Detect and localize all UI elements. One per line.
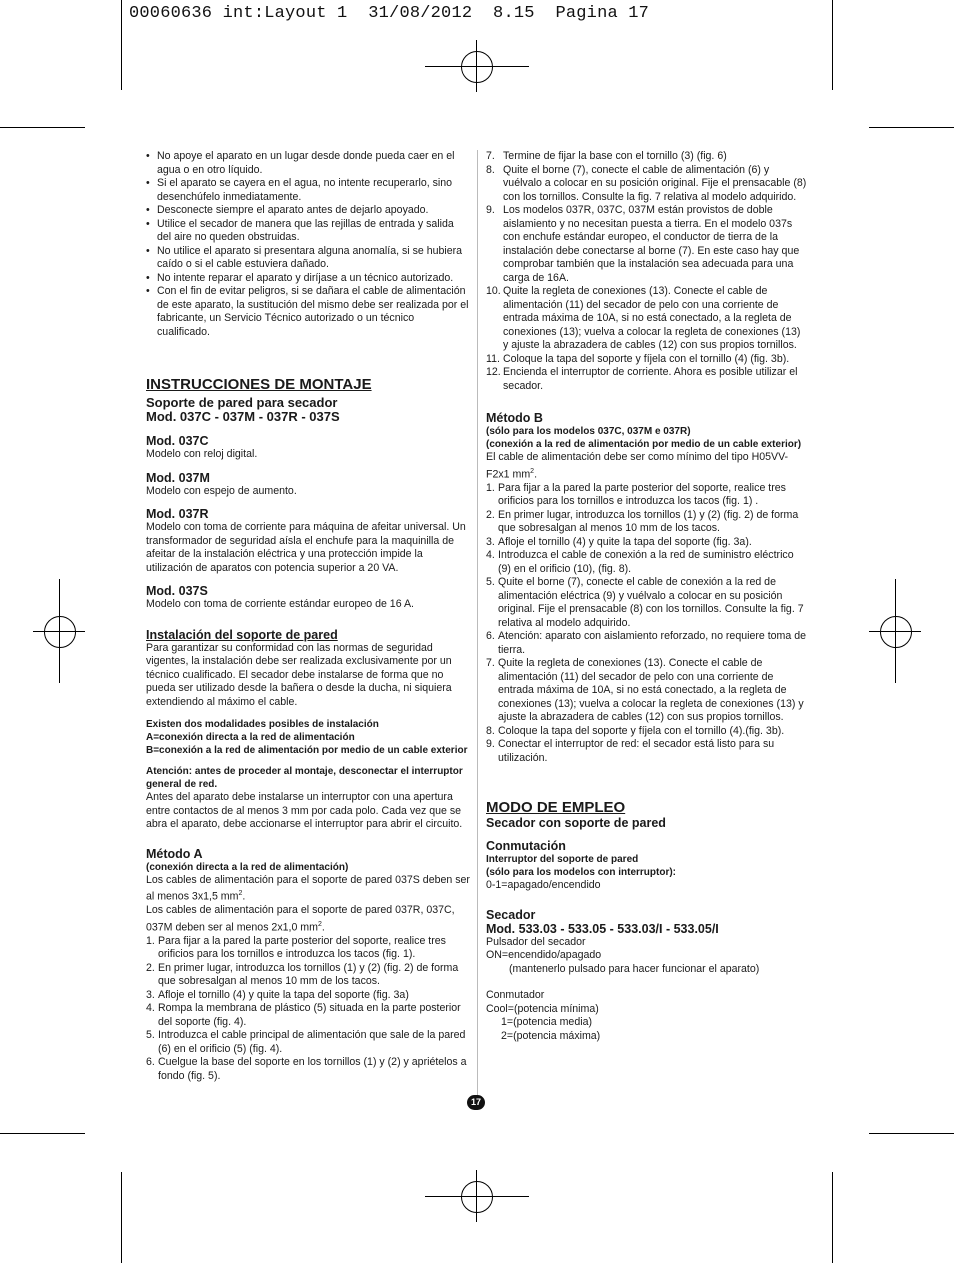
- step-number: 8.: [486, 163, 495, 176]
- step-text: Para fijar a la pared la parte posterior del soporte, realice tres orificios para los tornillos e introduzca los tacos (fig. 1) .: [498, 481, 786, 508]
- step-text: Afloje el tornillo (4) y quite la tapa del soporte (fig. 3a): [158, 988, 409, 1001]
- step-number: 9.: [486, 204, 495, 216]
- montaje-heading: INSTRUCCIONES DE MONTAJE: [146, 376, 372, 393]
- numbered-step: [486, 630, 808, 657]
- step-text: Quite la regleta de conexiones (13). Conecte el cable de alimentación (11) del secador de pelo con una corriente de entrada máxima de 10A, si no está conectado, a la regleta de conexiones (13); vuelva a colocar la regleta de conexiones (13) y ajuste la abrazadera de cables (12) con sus propios tornillos.: [503, 285, 801, 351]
- mod-037c-text: Modelo con reloj digital.: [146, 448, 258, 460]
- step-text: Atención: aparato con aislamiento reforzado, no requiere toma de tierra.: [498, 630, 806, 656]
- step-number: 6.: [486, 630, 495, 643]
- step-text: Afloje el tornillo (4) y quite la tapa del soporte (fig. 3a).: [498, 535, 752, 548]
- metodo-a-subtitle: (conexión directa a la red de alimentación): [146, 861, 349, 873]
- step-text: Quite el borne (7), conecte el cable de alimentación (6) y vuélvalo a colocar en su posición original. Fije el prensacable (8) con los tornillos. Consulte la fig. 7 relativa al modelo adquirido.: [503, 163, 807, 203]
- bullet-item: • Si el aparato se cayera en el agua, no intente recuperarlo, sino desenchúfelo inmediatamente.: [146, 177, 470, 204]
- bullet-item: • No apoye el aparato en un lugar desde donde pueda caer en el agua o en otro líquido.: [146, 150, 470, 177]
- step-number: 1.: [486, 481, 495, 494]
- instalacion-text: Para garantizar su conformidad con las normas de seguridad vigentes, la instalación debe ser realizada exclusivamente por un técnico cualificado. El secador debe instalarse de forma que no pueda ser utilizado desde la bañera o desde la ducha, ni siquiera extendiendo al máximo el cable.: [146, 641, 452, 708]
- secador-models: Mod. 533.03 - 533.05 - 533.03/I - 533.05/I: [486, 921, 719, 936]
- step-number: 1.: [146, 934, 155, 947]
- numbered-step: [146, 989, 470, 1003]
- step-number: 11.: [486, 352, 500, 365]
- numbered-step: [486, 725, 808, 739]
- modalidad-b: B=conexión a la red de alimentación por medio de un cable exterior: [146, 745, 468, 756]
- numbered-step: [486, 285, 808, 353]
- atencion-text: Antes del aparato debe instalarse un interruptor con una apertura entre contactos de al menos 3 mm por cada polo. Cada vez que se abra el aparato, debe accionarse el interruptor para abrir el circuito.: [146, 791, 463, 830]
- instalacion-heading: Instalación del soporte de pared: [146, 627, 338, 642]
- crop-mark: [121, 1172, 122, 1263]
- step-number: 12.: [486, 366, 501, 378]
- crop-mark: [869, 127, 954, 128]
- step-number: 6.: [146, 1056, 155, 1069]
- step-number: 5.: [146, 1029, 155, 1042]
- metodo-a-cable-037s: Los cables de alimentación para el soporte de pared 037S deben ser al menos 3x1,5 $mm^2$.: [146, 873, 470, 903]
- right-column: [486, 150, 808, 1043]
- step-text: Conectar el interruptor de red: el secador está listo para su utilización.: [498, 738, 775, 764]
- step-number: 2.: [486, 508, 495, 521]
- numbered-step: [146, 1002, 470, 1029]
- modo-empleo-subheading: Secador con soporte de pared: [486, 816, 666, 831]
- step-text: Rompa la membrana de plástico (5) situada en la parte posterior del soporte (fig. 4).: [158, 1002, 461, 1028]
- soporte-subheading: Soporte de pared para secador: [146, 395, 338, 410]
- numbered-step: [146, 962, 470, 989]
- numbered-step: [486, 576, 808, 630]
- modalidades-line: Existen dos modalidades posibles de instalación: [146, 719, 379, 730]
- mod-037m-heading: Mod. 037M: [146, 470, 210, 485]
- step-number: 2.: [146, 961, 155, 974]
- step-number: 4.: [486, 549, 495, 562]
- mod-037m-text: Modelo con espejo de aumento.: [146, 484, 297, 497]
- step-text: Quite el borne (7), conecte el cable de conexión a la red de alimentación eléctrica (9) y vuélvalo a colocar en su posición original. Fije el prensacable (8) con los tornillos. Consulte la fig. 7 relativa al modelo adquirido.: [498, 576, 804, 629]
- soporte-models: Mod. 037C - 037M - 037R - 037S: [146, 409, 340, 424]
- modo-empleo-heading: MODO DE EMPLEO: [486, 799, 626, 817]
- uno-line: 1=(potencia media): [501, 1016, 592, 1029]
- step-number: 7.: [486, 657, 495, 670]
- step-text: En primer lugar, introduzca los tornillos (1) y (2) (fig. 2) de forma que sobresalgan al menos 10 mm de los tacos.: [498, 508, 799, 535]
- step-number: 5.: [486, 576, 495, 589]
- crop-mark: [121, 0, 122, 90]
- on-note: (mantenerlo pulsado para hacer funcionar el aparato): [509, 962, 760, 975]
- print-slug-header: 00060636 int:Layout 1 31/08/2012 8.15 Pagina 17: [129, 4, 650, 23]
- metodo-b-cable: El cable de alimentación debe ser como mínimo del tipo H05VV-F2x1 $mm^2$.: [486, 451, 789, 481]
- step-text: Introduzca el cable principal de alimentación que sale de la pared (6) en el orificio (5) (fig. 4).: [158, 1029, 466, 1055]
- step-text: Coloque la tapa del soporte y fíjela con el tornillo (4).(fig. 3b).: [498, 724, 785, 737]
- left-column: [146, 150, 470, 1083]
- mod-037s-text: Modelo con toma de corriente estándar europeo de 16 A.: [146, 598, 414, 610]
- mod-037r-text: Modelo con toma de corriente para máquina de afeitar universal. Un transformador de seguridad aísla el enchufe para la maquinilla de afeitar de la instalación eléctrica y una protección impide la utilización de aparatos con potencia superior a 20 VA.: [146, 521, 466, 574]
- crop-mark: [832, 1172, 833, 1263]
- bullet-item: • Con el fin de evitar peligros, si se dañara el cable de alimentación de este aparato, la sustitución del mismo debe ser realizada por el fabricante, un Servicio Técnico autorizado o un técnico cualificado.: [146, 285, 470, 339]
- numbered-step: [486, 482, 808, 509]
- step-number: 3.: [146, 988, 155, 1001]
- numbered-step: [486, 204, 808, 285]
- step-number: 3.: [486, 535, 495, 548]
- step-number: 4.: [146, 1002, 155, 1015]
- numbered-step: [486, 549, 808, 576]
- numbered-step: [486, 738, 808, 765]
- bullet-item: • No utilice el aparato si presentara alguna anomalía, si se hubiera caído o si el cable estuviera dañado.: [146, 245, 470, 272]
- on-line: ON=encendido/apagado: [486, 949, 602, 962]
- step-text: Coloque la tapa del soporte y fíjela con el tornillo (4) (fig. 3b).: [503, 352, 790, 365]
- conmutacion-note: (sólo para los modelos con interruptor):: [486, 867, 677, 879]
- cool-line: Cool=(potencia mínima): [486, 1002, 599, 1015]
- numbered-step: [486, 150, 808, 164]
- conmutacion-interruptor: Interruptor del soporte de pared: [486, 854, 639, 866]
- crop-mark: [0, 1133, 85, 1134]
- pulsador-label: Pulsador del secador: [486, 935, 586, 948]
- crop-mark: [832, 0, 833, 90]
- step-text: Termine de fijar la base con el tornillo (3) (fig. 6): [503, 150, 727, 162]
- metodo-a-heading: Método A: [146, 846, 203, 861]
- numbered-step: [146, 1056, 470, 1083]
- mod-037s-heading: Mod. 037S: [146, 584, 208, 598]
- numbered-step: [146, 1029, 470, 1056]
- mod-037c-heading: Mod. 037C: [146, 434, 209, 448]
- metodo-a-steps: [146, 935, 470, 1084]
- metodo-b-heading: Método B: [486, 411, 543, 425]
- step-text: Introduzca el cable de conexión a la red de suministro eléctrico (9) en el orificio (10), (fig. 8).: [498, 549, 794, 575]
- step-number: 7.: [486, 150, 495, 162]
- metodo-a-cable-others: Los cables de alimentación para el soporte de pared 037R, 037C, 037M deben ser al menos 2x1,0 $mm^2$.: [146, 904, 455, 934]
- bullet-item: • Utilice el secador de manera que las rejillas de entrada y salida del aire no queden obstruidas.: [146, 218, 470, 245]
- numbered-step: [486, 164, 808, 205]
- conmutacion-heading: Conmutación: [486, 839, 566, 854]
- numbered-step: [486, 509, 808, 536]
- step-text: Cuelgue la base del soporte en los tornillos (1) y (2) y apriételos a fondo (fig. 5).: [158, 1056, 467, 1082]
- crop-mark: [869, 1133, 954, 1134]
- step-text: Quite la regleta de conexiones (13). Conecte el cable de alimentación (11) del secador de pelo con una corriente de entrada máxima de 10A, si no está conectado, a la regleta de conexiones (13); vuelva a colocar la regleta de conexiones (13) y ajuste la abrazadera de cables (12) con sus propios tornillos.: [498, 657, 804, 724]
- secador-heading: Secador: [486, 907, 536, 922]
- crop-mark: [0, 127, 85, 128]
- metodo-b-steps: [486, 482, 808, 766]
- numbered-step: [486, 353, 808, 367]
- step-number: 10.: [486, 285, 501, 297]
- step-text: En primer lugar, introduzca los tornillos (1) y (2) (fig. 2) de forma que sobresalgan al menos 10 mm de los tacos.: [158, 961, 459, 988]
- modalidad-a: A=conexión directa a la red de alimentación: [146, 732, 355, 743]
- numbered-step: [146, 935, 470, 962]
- step-number: 8.: [486, 724, 495, 737]
- mod-037r-heading: Mod. 037R: [146, 507, 209, 521]
- step-text: Para fijar a la pared la parte posterior del soporte, realice tres orificios para los tornillos e introduzca los tacos (fig. 1).: [158, 934, 446, 961]
- metodo-b-models: (sólo para los modelos 037C, 037M e 037R): [486, 426, 691, 437]
- step-number: 9.: [486, 738, 495, 751]
- conmutacion-values: 0-1=apagado/encendido: [486, 879, 601, 892]
- step-text: Los modelos 037R, 037C, 037M están provistos de doble aislamiento y no necesitan puesta a tierra. En el modelo 037s con enchufe estándar europeo, el conductor de tierra de la instalación debe conectarse al borne (7). En este caso hay que comprobar también que la instalación sea adecuada para una carga de 16A.: [503, 204, 800, 284]
- page-number-badge: 17: [467, 1095, 485, 1110]
- column-divider: [477, 150, 478, 1095]
- bullet-item: • No intente reparar el aparato y diríjase a un técnico autorizado.: [146, 272, 470, 286]
- numbered-step: [486, 657, 808, 725]
- numbered-step: [486, 536, 808, 550]
- metodo-b-subtitle: (conexión a la red de alimentación por medio de un cable exterior): [486, 439, 802, 450]
- step-text: Encienda el interruptor de corriente. Ahora es posible utilizar el secador.: [503, 366, 798, 392]
- numbered-step: [486, 366, 808, 393]
- bullet-item: • Desconecte siempre el aparato antes de dejarlo apoyado.: [146, 204, 470, 218]
- metodo-a-steps-continued: [486, 150, 808, 393]
- conmutador-label: Conmutador: [486, 989, 545, 1002]
- atencion-warning: Atención: antes de proceder al montaje, desconectar el interruptor general de red.: [146, 766, 463, 790]
- dos-line: 2=(potencia máxima): [501, 1029, 601, 1042]
- safety-bullet-list: [146, 150, 470, 339]
